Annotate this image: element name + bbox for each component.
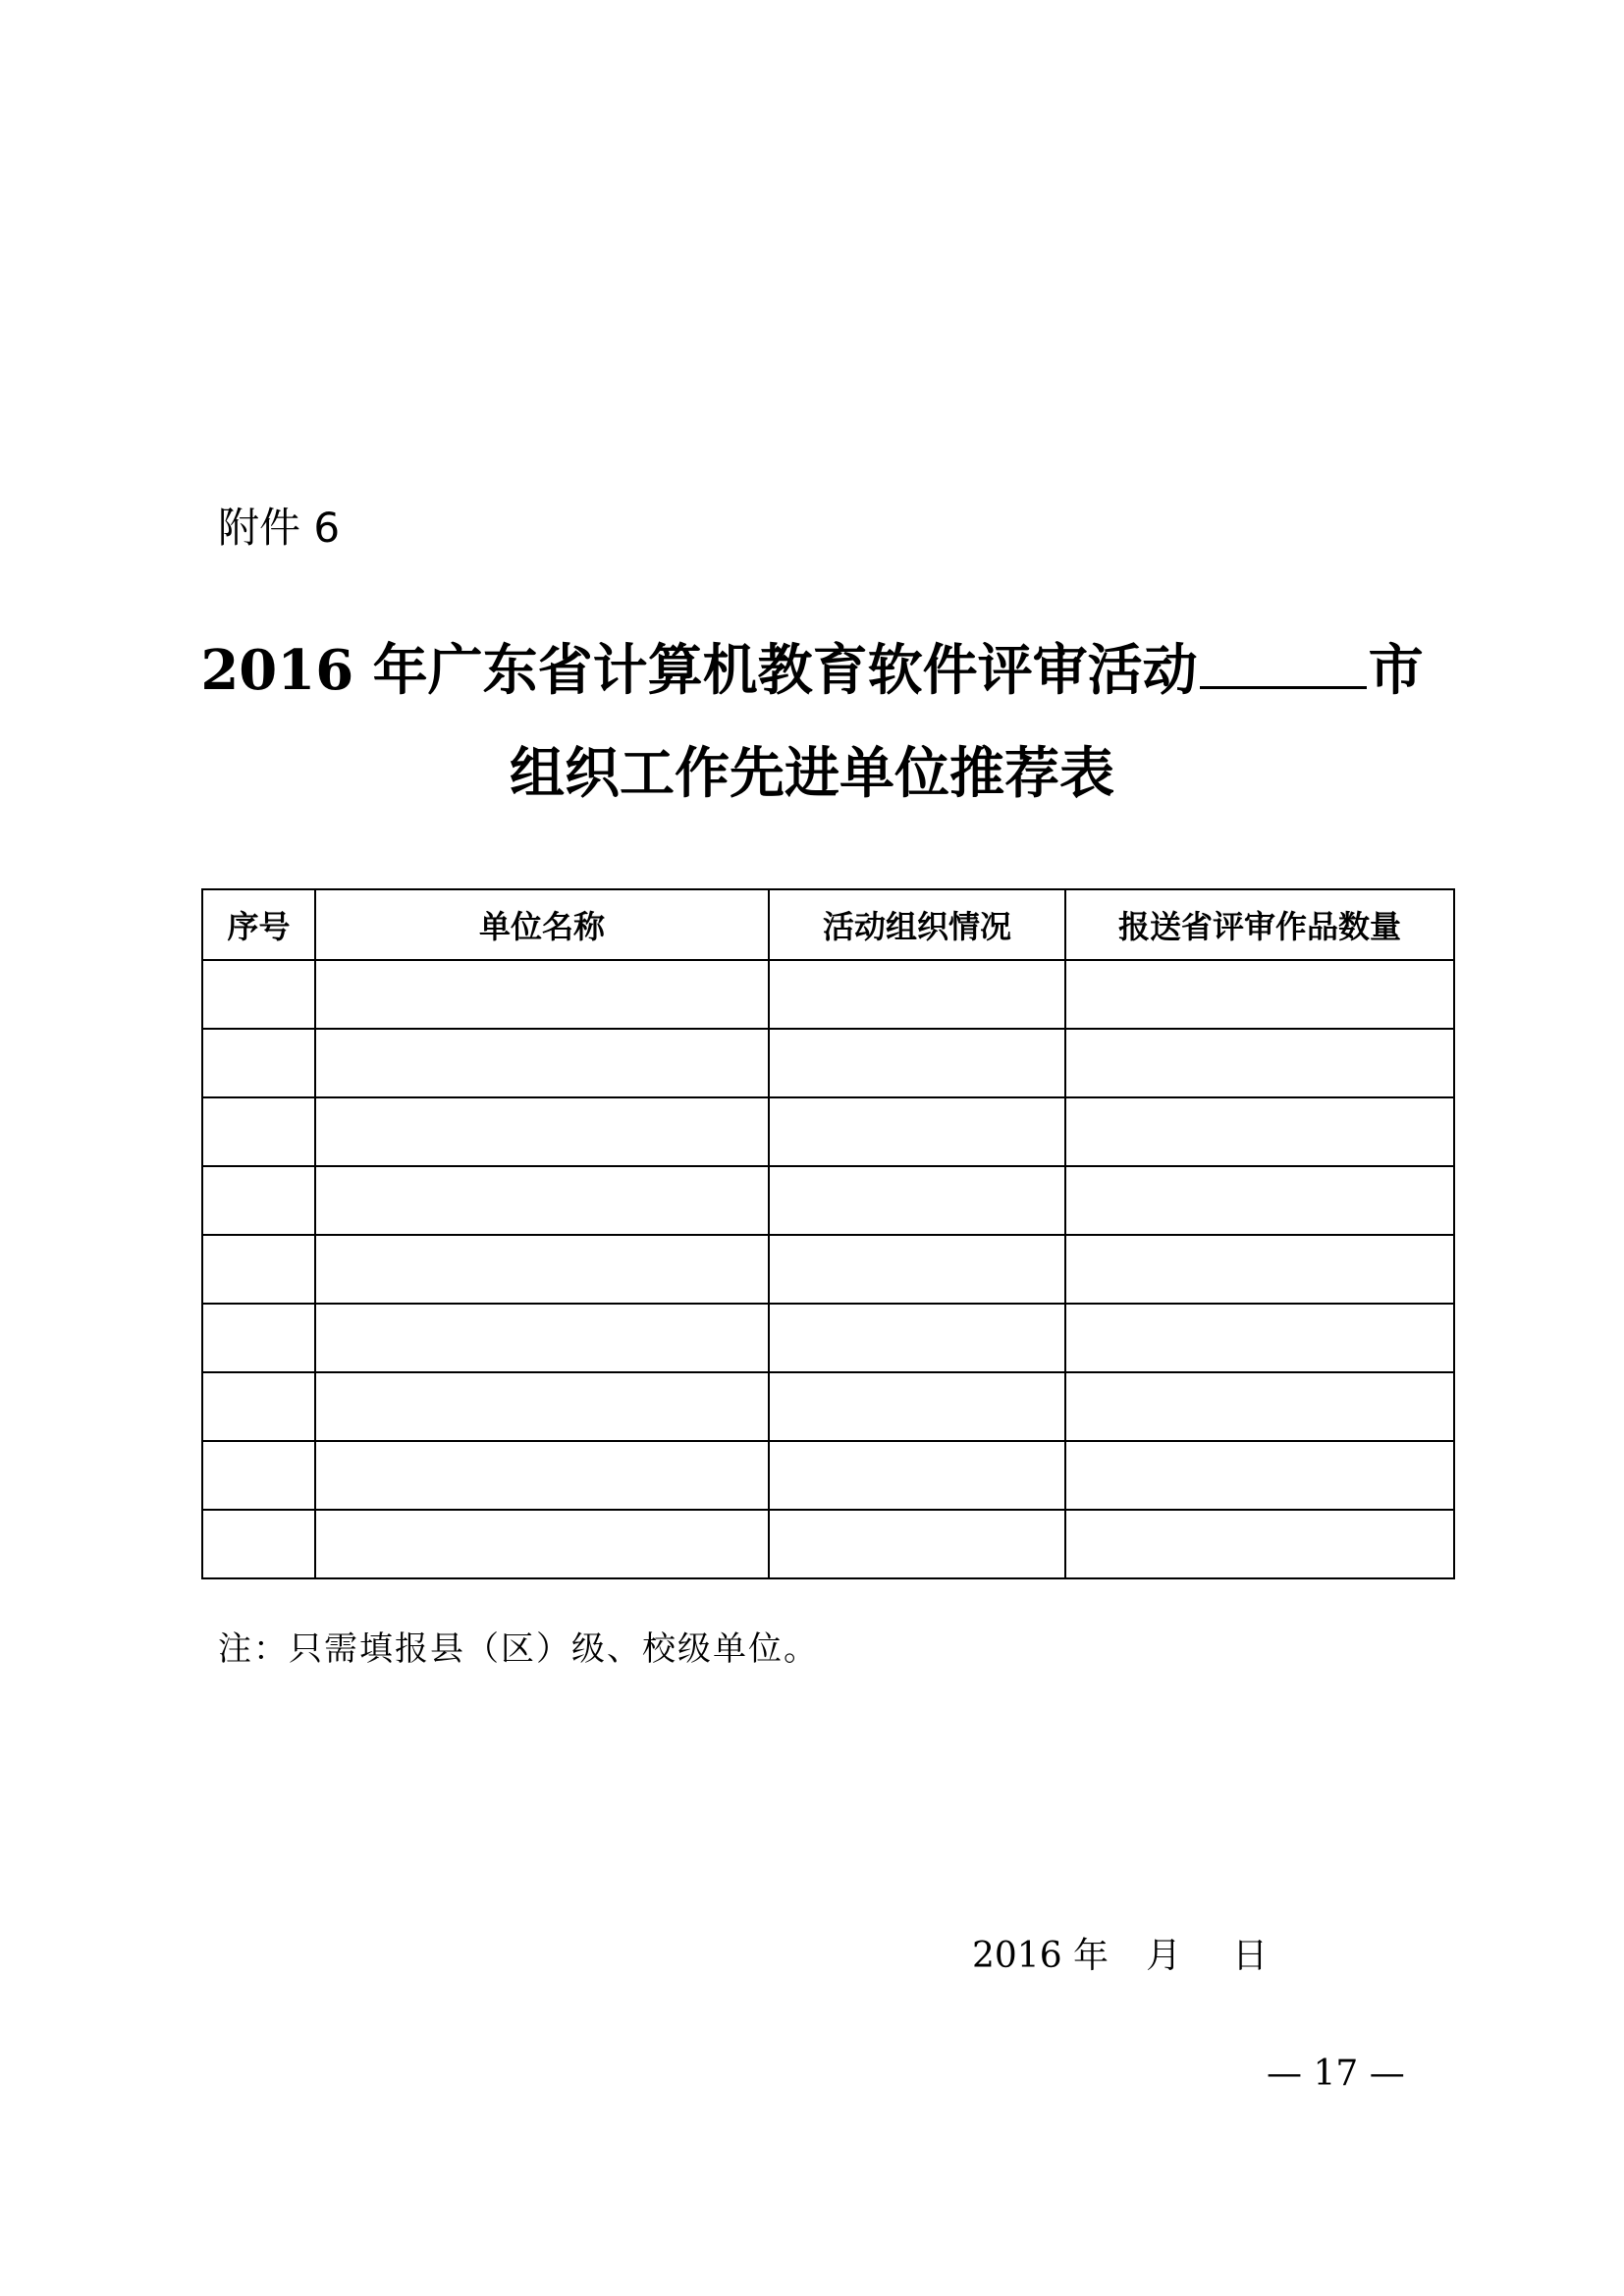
table-row [202, 1372, 1454, 1441]
cell-submitted-works-count[interactable] [1065, 1097, 1454, 1166]
table-row [202, 1304, 1454, 1372]
cell-unit-name[interactable] [315, 1372, 769, 1441]
cell-activity-status[interactable] [769, 1235, 1065, 1304]
cell-activity-status[interactable] [769, 1372, 1065, 1441]
cell-serial-number[interactable] [202, 1510, 315, 1578]
title-line-1 [0, 631, 1624, 710]
cell-activity-status[interactable] [769, 1510, 1065, 1578]
page-number: — 17 — [1267, 2054, 1405, 2094]
header-submitted-works-count: 报送省评审作品数量 [1065, 889, 1454, 960]
cell-submitted-works-count[interactable] [1065, 1166, 1454, 1235]
cell-submitted-works-count[interactable] [1065, 1235, 1454, 1304]
cell-submitted-works-count[interactable] [1065, 1441, 1454, 1510]
table-row [202, 1235, 1454, 1304]
cell-activity-status[interactable] [769, 960, 1065, 1029]
title-text-part2: 市 [1368, 638, 1424, 703]
table-row [202, 1166, 1454, 1235]
cell-submitted-works-count[interactable] [1065, 960, 1454, 1029]
cell-unit-name[interactable] [315, 1166, 769, 1235]
table-row [202, 1441, 1454, 1510]
date-line [972, 1932, 1268, 1981]
cell-unit-name[interactable] [315, 1304, 769, 1372]
header-serial-number: 序号 [202, 889, 315, 960]
cell-submitted-works-count[interactable] [1065, 1304, 1454, 1372]
cell-unit-name[interactable] [315, 1441, 769, 1510]
cell-serial-number[interactable] [202, 1441, 315, 1510]
recommendation-table [201, 888, 1455, 1579]
cell-serial-number[interactable] [202, 1235, 315, 1304]
cell-submitted-works-count[interactable] [1065, 1372, 1454, 1441]
cell-serial-number[interactable] [202, 1304, 315, 1372]
cell-unit-name[interactable] [315, 960, 769, 1029]
cell-serial-number[interactable] [202, 1166, 315, 1235]
city-blank[interactable] [1200, 635, 1367, 689]
title-line-2: 组织工作先进单位推荐表 [510, 741, 1114, 806]
cell-activity-status[interactable] [769, 1029, 1065, 1097]
cell-serial-number[interactable] [202, 1029, 315, 1097]
cell-serial-number[interactable] [202, 1097, 315, 1166]
cell-activity-status[interactable] [769, 1441, 1065, 1510]
table-row [202, 1097, 1454, 1166]
cell-serial-number[interactable] [202, 960, 315, 1029]
table-row [202, 1510, 1454, 1578]
cell-unit-name[interactable] [315, 1510, 769, 1578]
cell-activity-status[interactable] [769, 1166, 1065, 1235]
cell-submitted-works-count[interactable] [1065, 1510, 1454, 1578]
table-row [202, 960, 1454, 1029]
table-header-row [202, 889, 1454, 960]
cell-unit-name[interactable] [315, 1235, 769, 1304]
table-row [202, 1029, 1454, 1097]
header-activity-status: 活动组织情况 [769, 889, 1065, 960]
attachment-label: 附件 6 [218, 504, 341, 552]
cell-serial-number[interactable] [202, 1372, 315, 1441]
cell-submitted-works-count[interactable] [1065, 1029, 1454, 1097]
date-year: 2016 年 [972, 1936, 1110, 1976]
note-text: 注：只需填报县（区）级、校级单位。 [218, 1629, 819, 1669]
title-text-part1: 2016 年广东省计算机教育软件评审活动 [200, 638, 1198, 703]
cell-activity-status[interactable] [769, 1097, 1065, 1166]
cell-unit-name[interactable] [315, 1097, 769, 1166]
table-body [202, 960, 1454, 1578]
date-day: 日 [1232, 1936, 1269, 1976]
cell-activity-status[interactable] [769, 1304, 1065, 1372]
cell-unit-name[interactable] [315, 1029, 769, 1097]
date-month: 月 [1146, 1936, 1182, 1976]
header-unit-name: 单位名称 [315, 889, 769, 960]
